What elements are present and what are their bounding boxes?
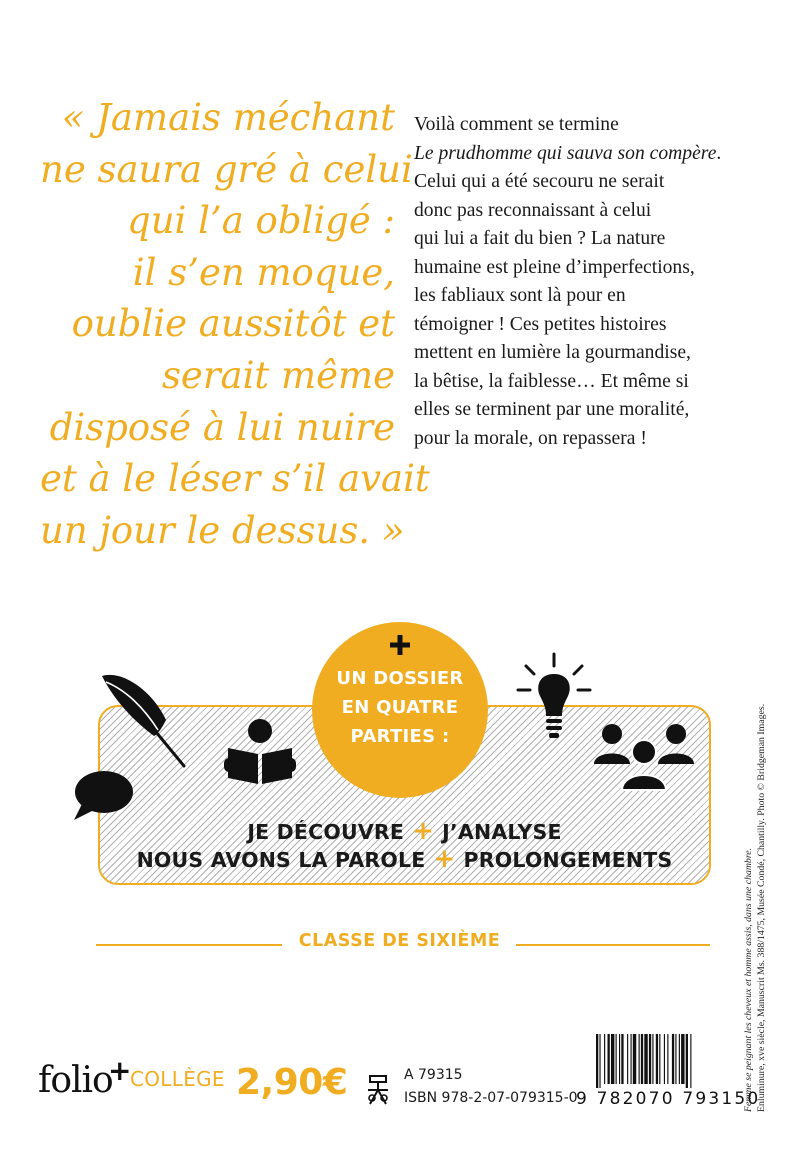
dossier-parts-row-1 <box>98 816 711 846</box>
barcode-bar <box>608 1034 610 1084</box>
plus-icon <box>389 634 411 656</box>
dossier-parts-row-2 <box>98 844 711 874</box>
dossier-badge-text: UN DOSSIER EN QUATRE PARTIES : <box>336 668 464 747</box>
quote-line: serait même <box>161 353 395 397</box>
barcode-bar <box>679 1034 680 1084</box>
barcode-bar <box>596 1034 598 1088</box>
blurb-line: elles se terminent par une moralité, <box>414 399 690 420</box>
back-cover-blurb <box>414 111 774 453</box>
quote-line: « Jamais méchant <box>61 96 395 139</box>
quote-line: disposé à lui nuire <box>49 405 395 449</box>
barcode-bar <box>667 1034 668 1084</box>
part-label: J’ANALYSE <box>442 820 562 844</box>
part-label: PROLONGEMENTS <box>463 848 673 872</box>
quote-line: il s’en moque, <box>132 250 395 294</box>
barcode-bar <box>686 1034 688 1088</box>
blurb-line: témoigner ! Ces petites histoires <box>414 313 667 335</box>
part-label: NOUS AVONS LA PAROLE <box>136 848 426 872</box>
barcode-bar <box>639 1034 640 1084</box>
barcode-bar <box>652 1034 653 1084</box>
barcode-bar <box>644 1034 647 1084</box>
plus-separator: + <box>412 816 435 846</box>
blurb-line: la bêtise, la faiblesse… Et même si <box>414 370 689 392</box>
quote-line: ne saura gré à celui <box>40 147 413 191</box>
barcode-bar <box>619 1034 620 1084</box>
pull-quote <box>40 92 430 556</box>
barcode-bar <box>627 1034 628 1084</box>
barcode-bar <box>616 1034 617 1084</box>
barcode-bar <box>656 1034 658 1084</box>
price: 2,90€ <box>236 1062 348 1103</box>
publisher-emblem-icon <box>366 1074 390 1108</box>
barcode-bar <box>681 1034 684 1084</box>
credit-caption: Femme se peignant les cheveux et homme assis, dans une chambre. <box>743 847 754 1112</box>
barcode-bar <box>649 1034 651 1084</box>
barcode-bar <box>664 1034 665 1084</box>
blurb-line: mettent en lumière la gourmandise, <box>414 342 691 363</box>
quote-line: et à le léser s’il avait <box>40 457 430 501</box>
folio-logo: folio <box>38 1060 113 1101</box>
barcode-digits: 9 782070 793150 <box>576 1089 761 1109</box>
barcode-bar <box>599 1034 600 1088</box>
barcode-bar <box>621 1034 623 1084</box>
blurb-line: pour la morale, on repassera ! <box>414 427 647 449</box>
illustration-credit <box>742 672 778 1112</box>
barcode-bar <box>611 1034 614 1084</box>
barcode-bar <box>690 1034 691 1088</box>
barcode-bar <box>672 1034 674 1084</box>
divider-right <box>516 944 710 946</box>
product-code: A 79315 <box>404 1067 463 1083</box>
blurb-line: humaine est pleine d’imperfections, <box>414 256 695 278</box>
grade-level: CLASSE DE SIXIÈME <box>298 931 501 951</box>
barcode-bar <box>659 1034 660 1084</box>
barcode-bar <box>604 1034 605 1084</box>
quote-line: qui l’a obligé : <box>127 199 395 243</box>
divider-left <box>96 944 282 946</box>
collection-name: COLLÈGE <box>130 1067 225 1091</box>
blurb-line: Voilà comment se termine <box>414 114 619 135</box>
quote-line: un jour le dessus. » <box>40 508 405 552</box>
quill-icon <box>96 668 192 772</box>
barcode-bar <box>633 1034 636 1084</box>
blurb-line: Le prudhomme qui sauva son compère. <box>414 142 722 164</box>
group-icon <box>590 720 698 792</box>
folio-plus: + <box>108 1054 132 1087</box>
quote-line: oublie aussitôt et <box>71 302 395 346</box>
isbn: ISBN 978-2-07-079315-0 <box>404 1090 578 1106</box>
barcode-bar <box>641 1034 643 1084</box>
credit-source: Enluminure, xve siècle, Manuscrit Ms. 388/1475, Musée Condé, Chantilly. Photo © Bridgeman Images. <box>756 703 767 1112</box>
barcode-bar <box>631 1034 632 1084</box>
reader-icon <box>222 718 298 788</box>
blurb-line: donc pas reconnaissant à celui <box>414 199 652 221</box>
blurb-line: qui lui a fait du bien ? La nature <box>414 228 666 249</box>
barcode <box>594 1034 742 1088</box>
work-title: Le prudhomme qui sauva son compère <box>414 142 717 164</box>
barcode-bar <box>675 1034 676 1084</box>
plus-separator: + <box>433 844 456 874</box>
blurb-line: Celui qui a été secouru ne serait <box>414 171 665 192</box>
part-label: JE DÉCOUVRE <box>247 820 405 844</box>
blurb-line: les fabliaux sont là pour en <box>414 285 626 306</box>
lightbulb-icon <box>516 652 592 744</box>
